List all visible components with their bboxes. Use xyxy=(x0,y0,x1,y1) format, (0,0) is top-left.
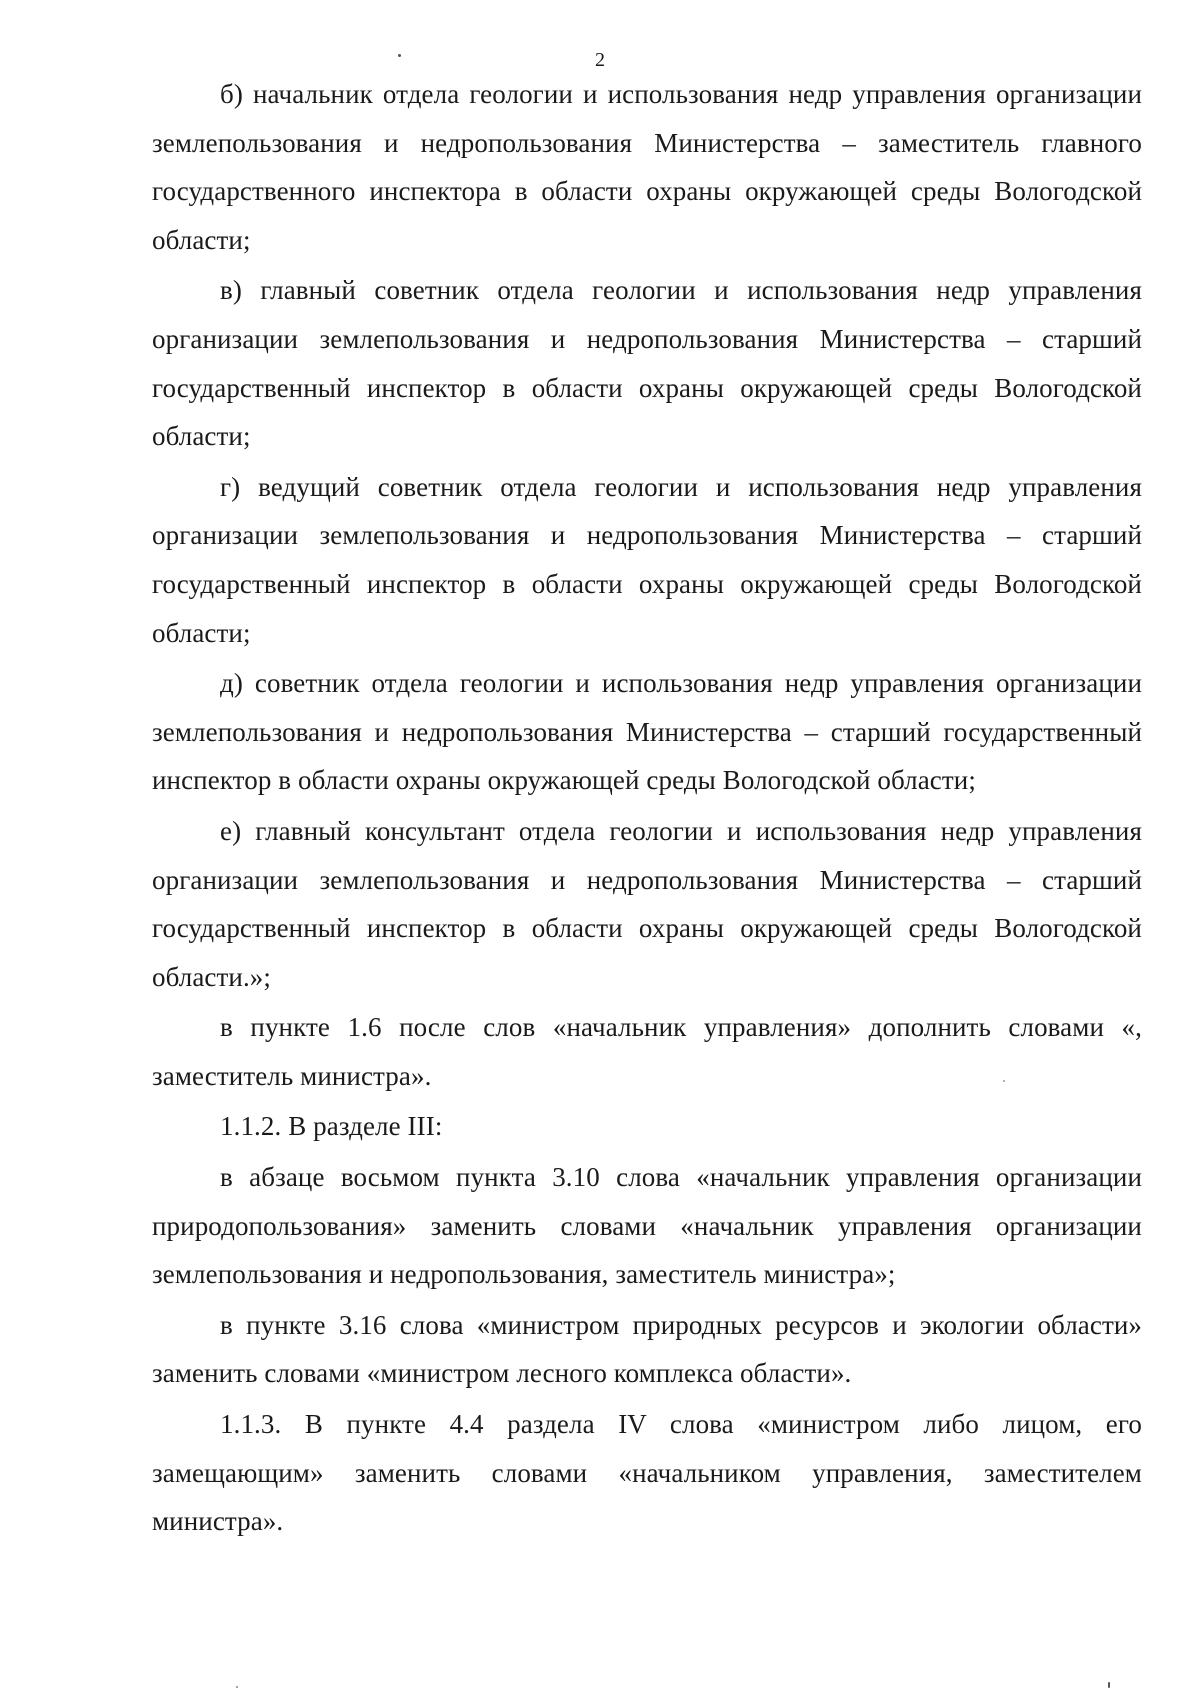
paragraph-item-g: г) ведущий советник отдела геологии и использования недр управления организации землепользования и недропользования Министерства – старший государственный инспектор в области охраны окружающей среды Вологодской области; xyxy=(152,471,1142,648)
scan-speck xyxy=(236,1686,238,1688)
paragraph-point-1-6: в пункте 1.6 после слов «начальник управления» дополнить словами «, заместитель министра». xyxy=(152,1012,1142,1091)
scan-speck xyxy=(398,54,401,57)
paragraph-point-3-10: в абзаце восьмом пункта 3.10 слова «начальник управления организации природопользования» заменить словами «начальник управления организации землепользования и недропользования, заместитель министра»; xyxy=(152,1162,1142,1290)
paragraph-item-b: б) начальник отдела геологии и использования недр управления организации землепользования и недропользования Министерства – заместитель главного государственного инспектора в области охраны окружающей среды Вологодской области; xyxy=(152,79,1142,255)
paragraph-item-v: в) главный советник отдела геологии и использования недр управления организации землепользования и недропользования Министерства – старший государственный инспектор в области охраны окружающей среды Вологодской области; xyxy=(152,275,1142,452)
document-body xyxy=(152,70,1142,1548)
paragraph-item-d: д) советник отдела геологии и использования недр управления организации землепользования и недропользования Министерства – старший государственный инспектор в области охраны окружающей среды Вологодской области; xyxy=(152,668,1142,796)
section-heading-1-1-2: 1.1.2. В разделе III: xyxy=(220,1111,443,1142)
paragraph-1-1-3: 1.1.3. В пункте 4.4 раздела IV слова «министром либо лицом, его замещающим» заменить словами «начальником управления, заместителем министра». xyxy=(152,1409,1142,1537)
page-number: 2 xyxy=(595,49,605,71)
paragraph-item-e: е) главный консультант отдела геологии и использования недр управления организации землепользования и недропользования Министерства – старший государственный инспектор в области охраны окружающей среды Вологодской области.»; xyxy=(152,815,1142,992)
paragraph-point-3-16: в пункте 3.16 слова «министром природных ресурсов и экологии области» заменить словами «министром лесного комплекса области». xyxy=(152,1309,1142,1389)
scan-speck xyxy=(1108,1682,1110,1688)
